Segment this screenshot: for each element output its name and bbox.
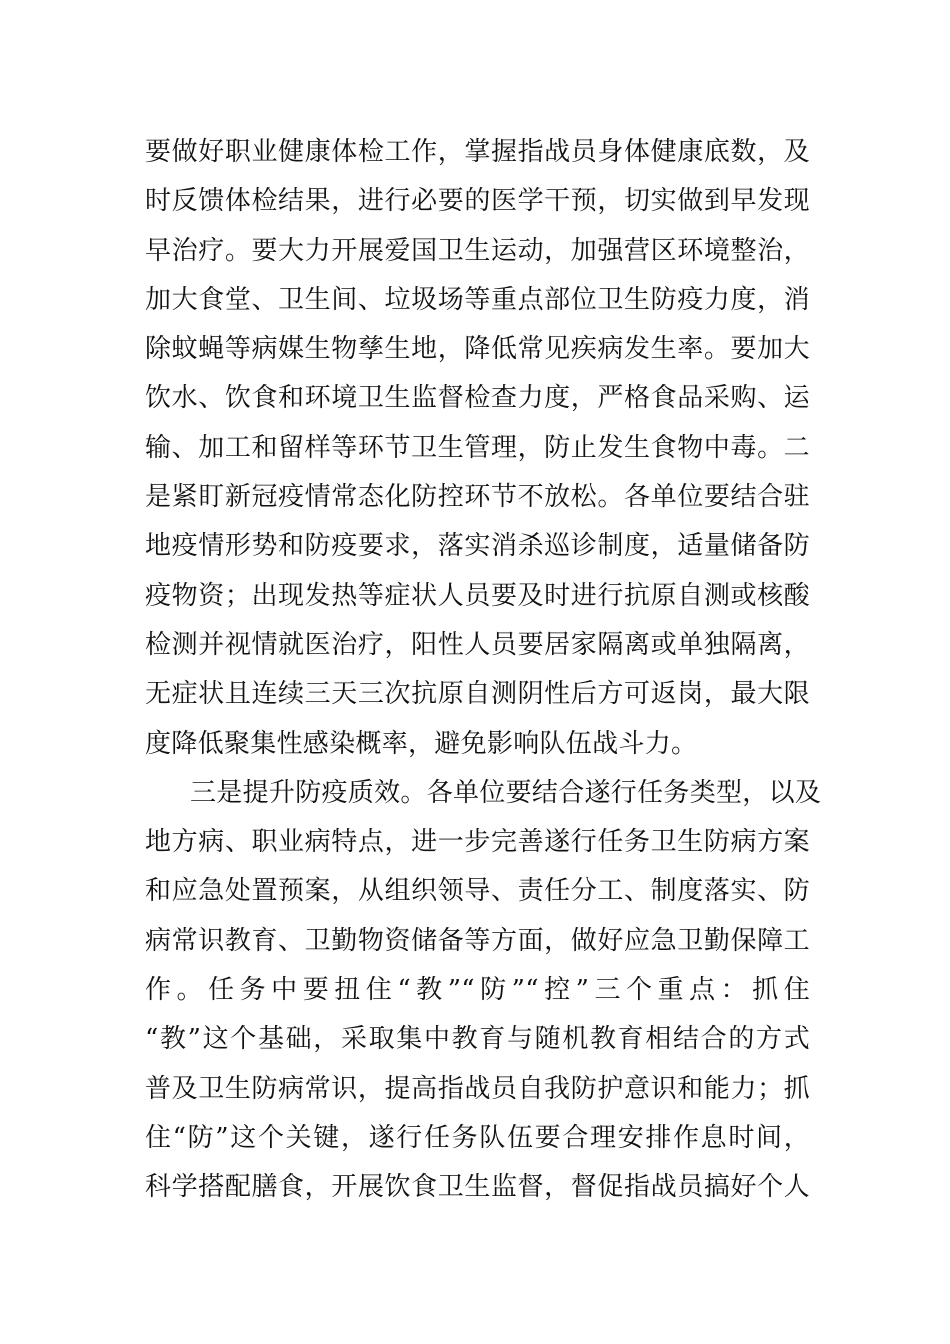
text-line: 检测并视情就医治疗，阳性人员要居家隔离或单独隔离， [145,629,810,660]
text-line: 输、加工和留样等环节卫生管理，防止发生食物中毒。二 [145,432,810,463]
text-line: 地方病、职业病特点，进一步完善遂行任务卫生防病方案 [145,827,810,858]
text-line: 时反馈体检结果，进行必要的医学干预，切实做到早发现 [145,186,810,217]
text-line: 是紧盯新冠疫情常态化防控环节不放松。各单位要结合驻 [145,482,810,513]
text-line: 饮水、饮食和环境卫生监督检查力度，严格食品采购、运 [145,383,810,414]
text-line: 加大食堂、卫生间、垃圾场等重点部位卫生防疫力度，消 [145,284,810,315]
text-line: 疫物资；出现发热等症状人员要及时进行抗原自测或核酸 [145,580,810,611]
text-line: 病常识教育、卫勤物资储备等方面，做好应急卫勤保障工 [145,925,810,956]
text-line: 无症状且连续三天三次抗原自测阴性后方可返岗，最大限 [145,679,810,710]
text-line: 早治疗。要大力开展爱国卫生运动，加强营区环境整治， [145,235,810,266]
body-text [145,128,822,1213]
text-line: “教”这个基础，采取集中教育与随机教育相结合的方式 [145,1024,810,1055]
text-line: 度降低聚集性感染概率，避免影响队伍战斗力。 [145,728,698,759]
text-line: 科学搭配膳食，开展饮食卫生监督，督促指战员搞好个人 [145,1172,810,1203]
text-line: 和应急处置预案，从组织领导、责任分工、制度落实、防 [145,876,810,907]
text-line: 普及卫生防病常识，提高指战员自我防护意识和能力；抓 [145,1073,810,1104]
text-line: 除蚊蝇等病媒生物孳生地，降低常见疾病发生率。要加大 [145,334,810,365]
text-line: 地疫情形势和防疫要求，落实消杀巡诊制度，适量储备防 [145,531,810,562]
text-line: 要做好职业健康体检工作，掌握指战员身体健康底数，及 [145,137,810,167]
text-line: 作。任务中要扭住“教”“防”“控”三个重点：抓住 [145,975,810,1006]
text-line: 住“防”这个关键，遂行任务队伍要合理安排作息时间， [145,1122,810,1153]
paragraph-2 [145,769,822,1213]
paragraph-1 [145,128,810,769]
text-line: 三是提升防疫质效。各单位要结合遂行任务类型，以及 [190,777,822,808]
